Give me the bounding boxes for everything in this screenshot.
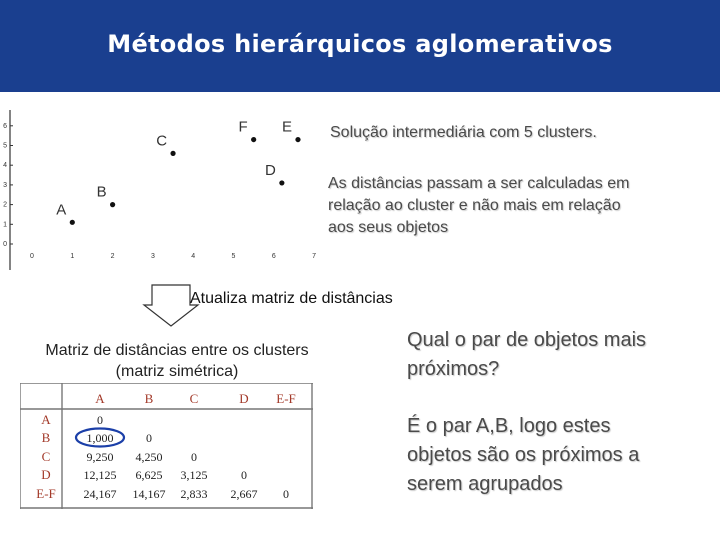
matrix-cell: 0 <box>283 487 289 501</box>
matrix-row-header: C <box>41 449 51 464</box>
matrix-row-header: D <box>41 467 51 482</box>
answer-block <box>407 412 639 499</box>
y-tick-label: 2 <box>3 201 7 209</box>
explanation-line: relação ao cluster e não mais em relação <box>328 197 621 214</box>
y-tick-label: 5 <box>3 142 7 150</box>
data-point-b <box>110 202 115 207</box>
data-point-e <box>295 137 300 142</box>
slide-title: Métodos hierárquicos aglomerativos <box>107 30 613 58</box>
x-tick-label: 3 <box>150 253 155 260</box>
matrix-caption <box>12 340 342 382</box>
matrix-cell: 0 <box>97 413 103 427</box>
explanation-line: As distâncias passam a ser calculadas em <box>328 175 630 192</box>
point-label-d: D <box>265 161 276 179</box>
data-point-c <box>170 151 175 156</box>
matrix-cell: 1,000 <box>86 431 114 445</box>
matrix-cell: 0 <box>241 468 247 482</box>
data-point-a <box>70 220 75 225</box>
matrix-cell: 2,833 <box>180 487 208 501</box>
y-tick-label: 6 <box>3 122 7 130</box>
x-tick-label: 1 <box>70 253 75 260</box>
distance-explanation <box>328 173 629 239</box>
point-label-b: B <box>96 183 107 201</box>
matrix-col-header: C <box>189 391 199 406</box>
y-tick-label: 1 <box>3 221 7 229</box>
update-matrix-label: Atualiza matriz de distâncias <box>190 290 393 307</box>
point-label-f: F <box>238 118 248 136</box>
question-block <box>407 326 646 384</box>
matrix-col-header: D <box>239 391 249 406</box>
y-tick-label: 3 <box>3 181 7 189</box>
matrix-caption-line: Matriz de distâncias entre os clusters <box>45 342 309 359</box>
matrix-cell: 2,667 <box>230 487 258 501</box>
matrix-cell: 0 <box>146 431 152 445</box>
x-tick-label: 5 <box>231 253 236 260</box>
matrix-col-header: E-F <box>276 391 296 406</box>
matrix-row-header: E-F <box>36 486 56 501</box>
matrix-cell: 14,167 <box>132 487 166 501</box>
matrix-col-header: A <box>95 391 105 406</box>
matrix-cell: 24,167 <box>83 487 117 501</box>
question-line: Qual o par de objetos mais <box>407 329 647 351</box>
x-tick-label: 2 <box>110 253 115 260</box>
point-label-e: E <box>281 118 292 136</box>
x-tick-label: 0 <box>30 253 34 260</box>
matrix-cell: 9,250 <box>86 450 114 464</box>
intermediate-solution-text: Solução intermediária com 5 clusters. <box>330 124 597 141</box>
x-tick-label: 4 <box>191 253 196 260</box>
matrix-cell: 0 <box>191 450 197 464</box>
matrix-cell: 3,125 <box>180 468 208 482</box>
matrix-row-header: B <box>41 430 51 445</box>
y-tick-label: 0 <box>3 241 7 248</box>
matrix-cell: 4,250 <box>135 450 163 464</box>
x-tick-label: 7 <box>312 253 317 260</box>
explanation-line: aos seus objetos <box>328 219 449 236</box>
data-point-f <box>251 137 256 142</box>
point-label-c: C <box>156 132 168 150</box>
answer-line: É o par A,B, logo estes <box>407 415 611 437</box>
answer-line: objetos são os próximos a <box>407 444 640 466</box>
data-point-d <box>279 180 284 185</box>
matrix-cell: 6,625 <box>135 468 163 482</box>
matrix-cell: 12,125 <box>83 468 117 482</box>
matrix-caption-line: (matriz simétrica) <box>115 363 239 380</box>
title-bar <box>0 0 720 92</box>
question-line: próximos? <box>407 358 500 380</box>
point-label-a: A <box>56 201 67 219</box>
matrix-col-header: B <box>144 391 154 406</box>
y-tick-label: 4 <box>3 162 7 170</box>
matrix-row-header: A <box>41 412 51 427</box>
scatter-plot <box>0 95 330 275</box>
answer-line: serem agrupados <box>407 473 563 495</box>
x-tick-label: 6 <box>271 253 276 260</box>
distance-matrix <box>20 383 313 509</box>
